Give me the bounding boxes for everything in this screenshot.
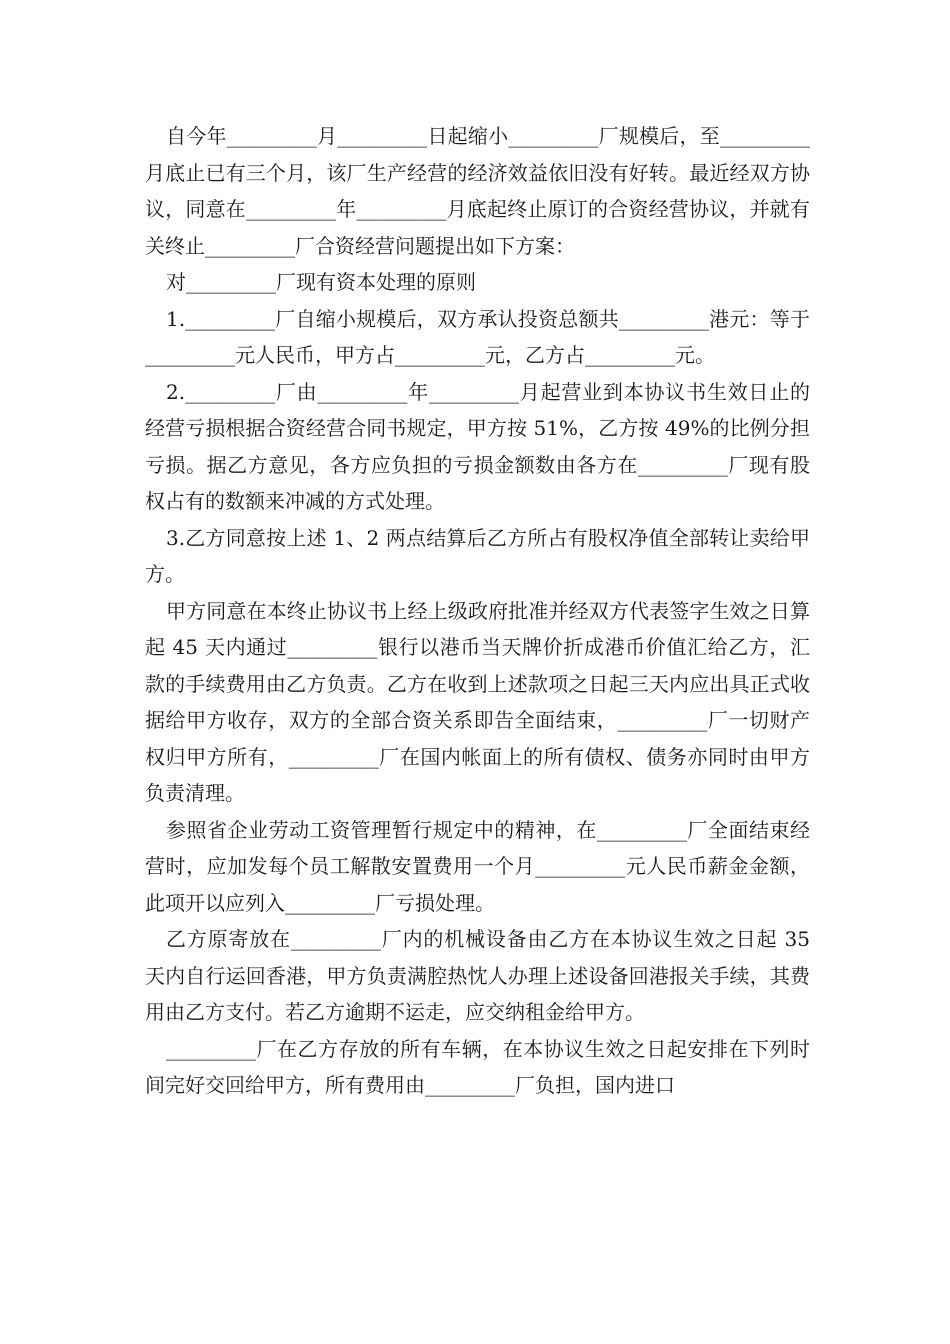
paragraph-severance: 参照省企业劳动工资管理暂行规定中的精神，在_________厂全面结束经营时，应加发每个员工解散安置费用一个月_________元人民币薪金金额，此项开以应列入_________厂亏损处理。 bbox=[145, 817, 810, 915]
document-body bbox=[145, 118, 810, 1104]
paragraph-heading-capital: 对_________厂现有资本处理的原则 bbox=[166, 270, 476, 294]
paragraph-intro: 自今年_________月_________日起缩小_________厂规模后，至_________月底止已有三个月，该厂生产经营的经济效益依旧没有好转。最近经双方协议，同意在_________年_________月底起终止原订的合资经营协议，并就有关终止_________厂合资经营问题提出如下方案： bbox=[145, 124, 810, 258]
paragraph-clause-2: 2._________厂由_________年_________月起营业到本协议书生效日止的经营亏损根据合资经营合同书规定，甲方按 51%，乙方按 49%的比例分担亏损。据乙方意见，各方应负担的亏损金额数由各方在_________厂现有股权占有的数额来冲减的方式处理。 bbox=[145, 379, 810, 513]
paragraph-clause-1: 1._________厂自缩小规模后，双方承认投资总额共_________港元：等于_________元人民币，甲方占_________元，乙方占_________元。 bbox=[145, 306, 810, 367]
paragraph-equipment: 乙方原寄放在_________厂内的机械设备由乙方在本协议生效之日起 35 天内自行运回香港，甲方负责满腔热忱人办理上述设备回港报关手续，其费用由乙方支付。若乙方逾期不运走，应交纳租金给甲方。 bbox=[145, 927, 810, 1024]
paragraph-payment: 甲方同意在本终止协议书上经上级政府批准并经双方代表签字生效之日算起 45 天内通过_________银行以港币当天牌价折成港币价值汇给乙方，汇款的手续费用由乙方负责。乙方在收到上述款项之日起三天内应出具正式收据给甲方收存，双方的全部合资关系即告全面结束，_________厂一切财产权归甲方所有，_________厂在国内帐面上的所有债权、债务亦同时由甲方负责清理。 bbox=[145, 598, 810, 805]
paragraph-clause-3: 3.乙方同意按上述 1、2 两点结算后乙方所占有股权净值全部转让卖给甲方。 bbox=[145, 525, 810, 586]
paragraph-vehicles: _________厂在乙方存放的所有车辆，在本协议生效之日起安排在下列时间完好交回给甲方，所有费用由_________厂负担，国内进口 bbox=[145, 1036, 810, 1097]
